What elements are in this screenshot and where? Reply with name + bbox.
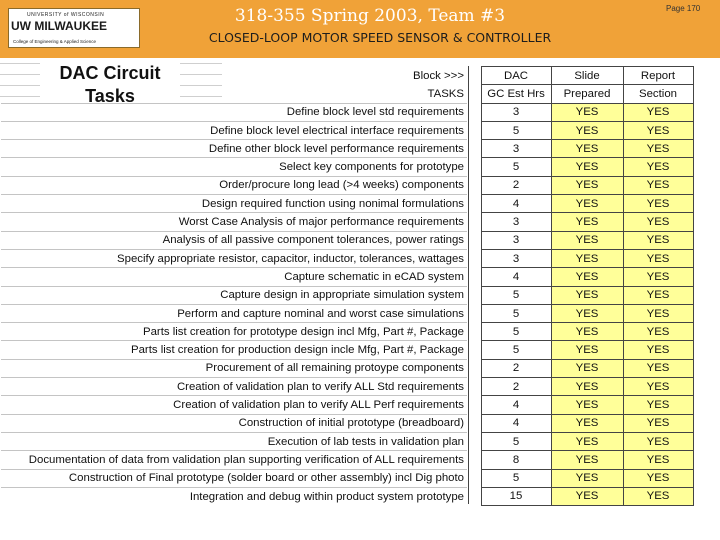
- gc-est-hrs-cell: 5: [481, 121, 551, 139]
- logo-university-text: UNIVERSITY of WISCONSIN: [27, 12, 105, 18]
- block-header-label: Block >>>: [413, 69, 464, 82]
- table-row: [1, 213, 693, 231]
- gc-est-hrs-cell: 5: [481, 286, 551, 304]
- task-name: Worst Case Analysis of major performance requirements: [1, 213, 467, 231]
- table-row: [1, 396, 693, 414]
- slide-prepared-cell: YES: [551, 359, 623, 377]
- table-row: [1, 469, 693, 487]
- report-section-cell: YES: [623, 487, 693, 505]
- gc-est-hrs-cell: 2: [481, 359, 551, 377]
- task-column-divider: [468, 66, 469, 504]
- gc-est-hrs-cell: 5: [481, 469, 551, 487]
- task-name: Documentation of data from validation plan supporting verification of ALL requirements: [1, 451, 467, 469]
- table-row: [1, 158, 693, 176]
- report-section-cell: YES: [623, 451, 693, 469]
- task-name: Construction of initial prototype (breadboard): [1, 414, 467, 432]
- table-row: [1, 195, 693, 213]
- logo-milwaukee-text: UW MILWAUKEE: [11, 19, 107, 33]
- table-row: [1, 103, 693, 121]
- table-row: [1, 451, 693, 469]
- slide-prepared-cell: YES: [551, 121, 623, 139]
- report-header: Report: [623, 67, 693, 85]
- task-name: Define block level electrical interface requirements: [1, 121, 467, 139]
- gc-est-hrs-cell: 2: [481, 378, 551, 396]
- slide-prepared-cell: YES: [551, 396, 623, 414]
- table-row: [1, 341, 693, 359]
- gc-est-hrs-cell: 5: [481, 304, 551, 322]
- slide-prepared-cell: YES: [551, 487, 623, 505]
- gc-est-hrs-cell: 3: [481, 103, 551, 121]
- gc-est-hrs-cell: 5: [481, 341, 551, 359]
- report-section-cell: YES: [623, 231, 693, 249]
- slide-header: [0, 0, 720, 58]
- slide-header-cell: Slide: [551, 67, 623, 85]
- slide-prepared-cell: YES: [551, 323, 623, 341]
- table-row: [1, 304, 693, 322]
- course-title: 318-355 Spring 2003, Team #3: [234, 6, 506, 26]
- gc-est-hrs-cell: 3: [481, 213, 551, 231]
- header-row-tasks: [1, 85, 693, 103]
- table-row: [1, 231, 693, 249]
- report-section-cell: YES: [623, 414, 693, 432]
- report-section-cell: YES: [623, 103, 693, 121]
- report-section-cell: YES: [623, 378, 693, 396]
- report-section-cell: YES: [623, 359, 693, 377]
- table-row: [1, 176, 693, 194]
- gc-est-hrs-cell: 15: [481, 487, 551, 505]
- gc-est-hrs-cell: 8: [481, 451, 551, 469]
- table-row: [1, 121, 693, 139]
- task-name: Capture schematic in eCAD system: [1, 268, 467, 286]
- task-name: Specify appropriate resistor, capacitor, inductor, tolerances, wattages: [1, 249, 467, 267]
- task-name: Select key components for prototype: [1, 158, 467, 176]
- slide-prepared-cell: YES: [551, 249, 623, 267]
- table-row: [1, 249, 693, 267]
- task-name: Parts list creation for prototype design incl Mfg, Part #, Package: [1, 323, 467, 341]
- task-name: Define block level std requirements: [1, 103, 467, 121]
- task-name: Capture design in appropriate simulation system: [1, 286, 467, 304]
- slide-prepared-cell: YES: [551, 268, 623, 286]
- header-row-block: [1, 67, 693, 85]
- task-name: Order/procure long lead (>4 weeks) components: [1, 176, 467, 194]
- slide-prepared-cell: YES: [551, 140, 623, 158]
- gc-est-hrs-header: GC Est Hrs: [481, 85, 551, 103]
- slide-prepared-cell: YES: [551, 103, 623, 121]
- slide-prepared-cell: YES: [551, 158, 623, 176]
- slide-prepared-cell: YES: [551, 231, 623, 249]
- task-name: Design required function using nonimal formulations: [1, 195, 467, 213]
- table-row: [1, 140, 693, 158]
- slide-prepared-cell: YES: [551, 414, 623, 432]
- task-name: Define other block level performance requirements: [1, 140, 467, 158]
- slide-prepared-cell: YES: [551, 432, 623, 450]
- table-row: [1, 414, 693, 432]
- page-number: Page 170: [666, 4, 701, 13]
- gc-est-hrs-cell: 4: [481, 396, 551, 414]
- prepared-header: Prepared: [551, 85, 623, 103]
- task-name: Procurement of all remaining protoype components: [1, 359, 467, 377]
- gc-est-hrs-cell: 3: [481, 231, 551, 249]
- project-subtitle: CLOSED-LOOP MOTOR SPEED SENSOR & CONTROLLER: [208, 30, 552, 45]
- slide-prepared-cell: YES: [551, 286, 623, 304]
- slide-prepared-cell: YES: [551, 451, 623, 469]
- slide-prepared-cell: YES: [551, 176, 623, 194]
- slide-prepared-cell: YES: [551, 341, 623, 359]
- gc-est-hrs-cell: 5: [481, 323, 551, 341]
- slide-prepared-cell: YES: [551, 213, 623, 231]
- slide-prepared-cell: YES: [551, 378, 623, 396]
- report-section-cell: YES: [623, 121, 693, 139]
- tasks-table: [1, 66, 694, 506]
- gc-est-hrs-cell: 4: [481, 268, 551, 286]
- gc-est-hrs-cell: 5: [481, 158, 551, 176]
- table-row: [1, 378, 693, 396]
- gc-est-hrs-cell: 4: [481, 195, 551, 213]
- table-row: [1, 268, 693, 286]
- gc-est-hrs-cell: 3: [481, 249, 551, 267]
- task-name: Analysis of all passive component tolerances, power ratings: [1, 231, 467, 249]
- section-title: DAC Circuit Tasks: [40, 62, 180, 108]
- report-section-cell: YES: [623, 432, 693, 450]
- task-name: Creation of validation plan to verify ALL Std requirements: [1, 378, 467, 396]
- task-name: Parts list creation for production design incle Mfg, Part #, Package: [1, 341, 467, 359]
- logo-college-text: College of Engineering & Applied Science: [13, 39, 97, 44]
- report-section-cell: YES: [623, 158, 693, 176]
- gc-est-hrs-cell: 5: [481, 432, 551, 450]
- report-section-cell: YES: [623, 323, 693, 341]
- slide-prepared-cell: YES: [551, 195, 623, 213]
- section-header: Section: [623, 85, 693, 103]
- table-row: [1, 432, 693, 450]
- gc-est-hrs-cell: 2: [481, 176, 551, 194]
- report-section-cell: YES: [623, 286, 693, 304]
- task-name: Perform and capture nominal and worst case simulations: [1, 304, 467, 322]
- report-section-cell: YES: [623, 396, 693, 414]
- report-section-cell: YES: [623, 341, 693, 359]
- gc-est-hrs-cell: 4: [481, 414, 551, 432]
- dac-header: DAC: [481, 67, 551, 85]
- task-name: Construction of Final prototype (solder board or other assembly) incl Dig photo: [1, 469, 467, 487]
- uwm-logo: [8, 8, 140, 48]
- report-section-cell: YES: [623, 249, 693, 267]
- table-row: [1, 487, 693, 505]
- task-name: Integration and debug within product system prototype: [1, 487, 467, 505]
- tasks-header-label: TASKS: [427, 87, 464, 100]
- task-name: Execution of lab tests in validation plan: [1, 432, 467, 450]
- slide-prepared-cell: YES: [551, 304, 623, 322]
- table-row: [1, 323, 693, 341]
- report-section-cell: YES: [623, 195, 693, 213]
- report-section-cell: YES: [623, 176, 693, 194]
- gc-est-hrs-cell: 3: [481, 140, 551, 158]
- report-section-cell: YES: [623, 469, 693, 487]
- report-section-cell: YES: [623, 140, 693, 158]
- slide-prepared-cell: YES: [551, 469, 623, 487]
- table-row: [1, 286, 693, 304]
- report-section-cell: YES: [623, 304, 693, 322]
- report-section-cell: YES: [623, 268, 693, 286]
- report-section-cell: YES: [623, 213, 693, 231]
- task-name: Creation of validation plan to verify ALL Perf requirements: [1, 396, 467, 414]
- table-row: [1, 359, 693, 377]
